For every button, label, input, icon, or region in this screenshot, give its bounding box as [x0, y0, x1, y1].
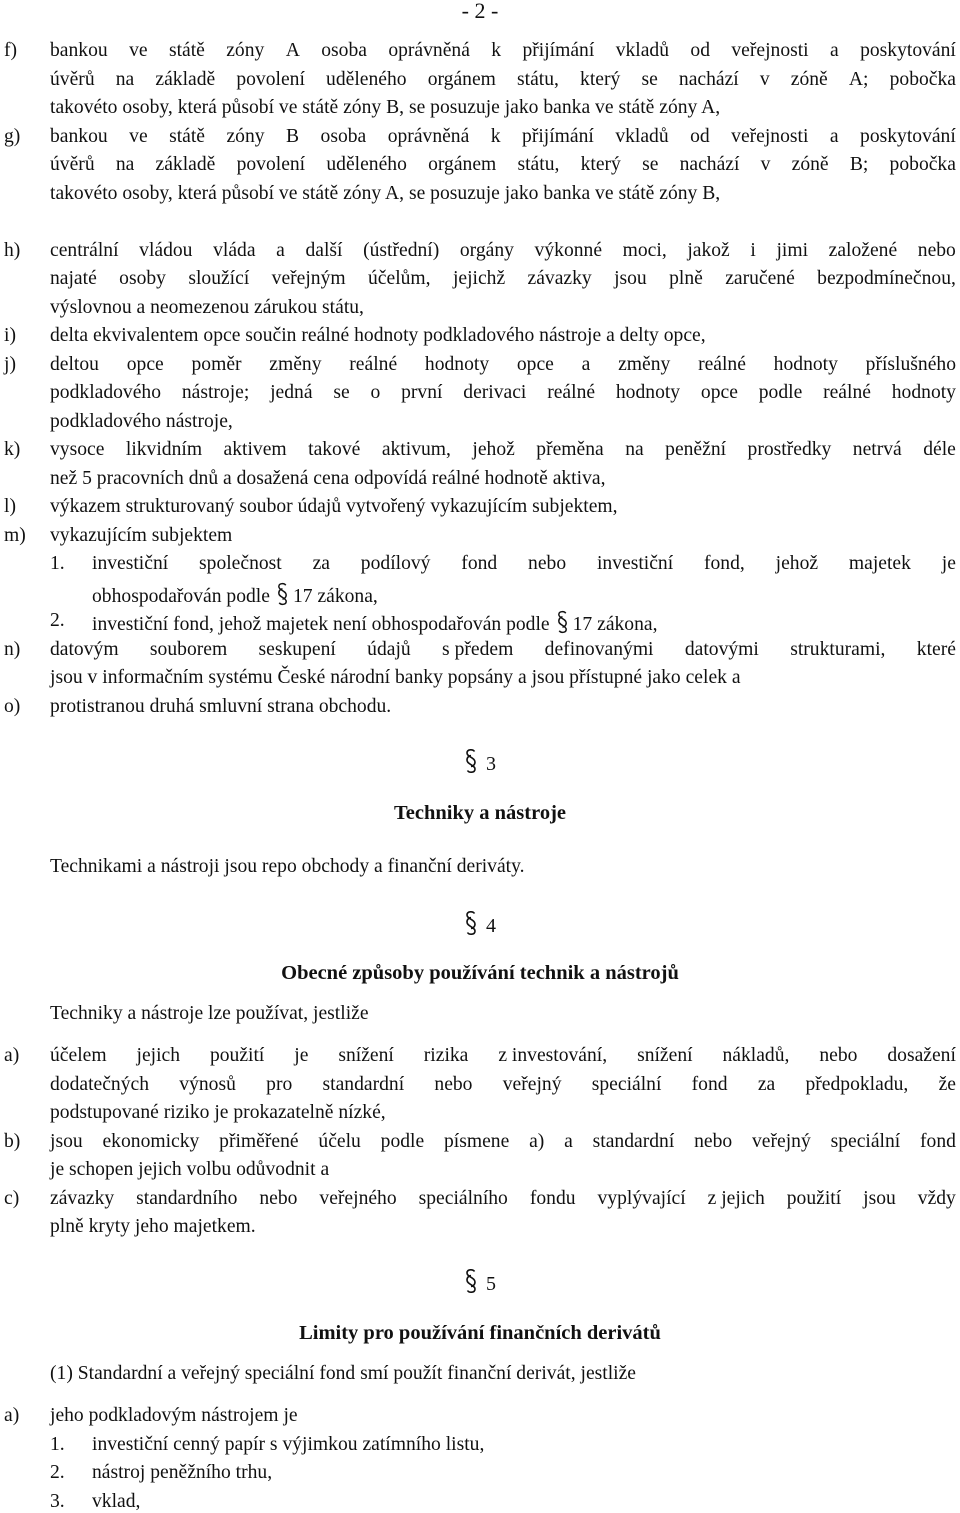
- word: seskupení: [258, 638, 336, 660]
- word: fond,: [703, 553, 745, 574]
- word: písmene: [443, 1130, 510, 1152]
- word: datovými: [684, 638, 759, 660]
- word: podkladového: [50, 382, 162, 404]
- text-line: jsou v informačním systému České národní banky popsány a jsou přístupné jako celek a: [50, 667, 741, 689]
- word: derivaci: [463, 382, 527, 404]
- word: za: [312, 553, 330, 574]
- word: osoby: [119, 268, 166, 290]
- word: předpokladu,: [805, 1073, 909, 1095]
- word: hodnoty: [773, 353, 838, 375]
- text-line: [50, 40, 956, 62]
- word: veřejnosti: [731, 125, 809, 147]
- text-line: [50, 354, 956, 376]
- word: podílový: [360, 553, 431, 574]
- item-label: n): [4, 638, 21, 660]
- word: úvěrů: [50, 154, 95, 176]
- word: speciální: [591, 1073, 662, 1095]
- word: standardní: [322, 1073, 405, 1095]
- sub-number: 2.: [50, 1462, 65, 1484]
- word: který: [580, 68, 621, 90]
- word: základě: [155, 68, 216, 90]
- word: se: [641, 68, 658, 90]
- section-number: [0, 1268, 960, 1296]
- word: státu,: [517, 154, 560, 176]
- word: dodatečných: [50, 1073, 150, 1095]
- word: státě: [169, 125, 205, 147]
- item-label: m): [4, 524, 26, 546]
- word: změny: [269, 353, 322, 375]
- word: orgánem: [428, 154, 497, 176]
- word: datovým: [50, 638, 119, 660]
- word: změny: [618, 353, 671, 375]
- sub-number: 1.: [50, 553, 65, 574]
- word: a: [829, 125, 839, 147]
- word: za: [757, 1073, 776, 1095]
- word: vyplývající: [597, 1187, 686, 1209]
- text-line: [50, 1074, 956, 1096]
- section-number: [0, 748, 960, 776]
- word: orgány: [459, 239, 514, 261]
- word: B: [286, 125, 300, 147]
- word: jejich: [136, 1045, 181, 1066]
- word: v: [759, 68, 770, 90]
- word: založené: [828, 239, 898, 261]
- text-line: podstupované riziko je prokazatelně nízké,: [50, 1102, 386, 1124]
- text-line: [50, 69, 956, 91]
- word: nebo: [694, 1130, 733, 1152]
- text-line: nástroj peněžního trhu,: [92, 1462, 273, 1484]
- word: reálné: [823, 382, 871, 404]
- word: že: [938, 1073, 956, 1095]
- item-label: b): [4, 1130, 21, 1152]
- word: a: [564, 1130, 573, 1152]
- text-line: [50, 639, 956, 661]
- word: o: [370, 382, 381, 404]
- item-label: i): [4, 325, 16, 346]
- text-line: [50, 1188, 956, 1210]
- word: speciálního: [418, 1187, 508, 1209]
- word: sloužící: [188, 268, 250, 290]
- word: a): [529, 1130, 545, 1152]
- word: nebo: [917, 239, 956, 261]
- word: zóně: [791, 154, 829, 176]
- word: s předem: [442, 638, 514, 660]
- text-line: je schopen jejich volbu odůvodnit a: [50, 1159, 330, 1181]
- word: nebo: [528, 553, 567, 574]
- item-label: a): [4, 1045, 20, 1066]
- word: podle: [758, 382, 803, 404]
- item-label: a): [4, 1405, 20, 1426]
- word: je: [941, 553, 956, 574]
- section-sign-icon: [276, 582, 289, 606]
- word: a: [830, 40, 839, 61]
- word: rizika: [423, 1045, 469, 1066]
- word: veřejným: [271, 268, 346, 290]
- paragraph: Technikami a nástroji jsou repo obchody a finanční deriváty.: [50, 856, 525, 877]
- word: deltou: [50, 353, 99, 375]
- text-line: podkladového nástroje,: [50, 410, 233, 432]
- word: jsou: [614, 268, 647, 290]
- word: jehož: [472, 439, 515, 460]
- word: i: [750, 239, 756, 261]
- word: standardního: [136, 1187, 238, 1209]
- text-line: [50, 382, 956, 404]
- word: poskytování: [860, 125, 956, 147]
- word: centrální: [50, 239, 119, 261]
- text-line: výslovnou a neomezenou zárukou státu,: [50, 296, 364, 318]
- word: netrvá: [852, 439, 902, 460]
- word: vždy: [917, 1187, 956, 1209]
- text-line: než 5 pracovních dnů a dosažená cena odpovídá reálné hodnotě aktiva,: [50, 467, 606, 489]
- word: strukturami,: [790, 638, 886, 660]
- word: na: [625, 439, 644, 460]
- text-fragment: investiční fond, jehož majetek není obhospodařován podle: [92, 614, 550, 635]
- word: reálné: [349, 353, 398, 375]
- text-line: takovéto osoby, která působí ve státě zóny B, se posuzuje jako banka ve státě zóny A,: [50, 97, 721, 119]
- word: najaté: [50, 268, 97, 290]
- word: opce: [516, 353, 554, 375]
- word: souborem: [149, 638, 228, 660]
- word: A;: [848, 68, 869, 90]
- text-line: [92, 610, 658, 636]
- word: (ústřední): [363, 239, 440, 261]
- sub-number: 3.: [50, 1490, 65, 1512]
- word: fond: [461, 553, 498, 574]
- word: povolení: [236, 68, 305, 90]
- word: účelům,: [368, 268, 431, 290]
- word: použití: [209, 1045, 265, 1066]
- word: jsou: [863, 1187, 896, 1209]
- word: snížení: [338, 1045, 394, 1066]
- word: investiční: [596, 553, 674, 574]
- word: příslušného: [865, 353, 956, 375]
- word: snížení: [637, 1045, 693, 1066]
- word: nákladů,: [722, 1045, 790, 1066]
- word: veřejný: [752, 1130, 811, 1152]
- word: k: [491, 40, 502, 61]
- text-line: protistranou druhá smluvní strana obchodu.: [50, 695, 392, 717]
- word: nebo: [434, 1073, 473, 1095]
- word: dosažení: [887, 1045, 956, 1066]
- word: nachází: [678, 68, 739, 90]
- text-fragment: obhospodařován podle: [92, 585, 270, 607]
- text-line: [92, 553, 956, 575]
- word: jehož: [775, 553, 819, 574]
- word: výkonné: [534, 239, 603, 261]
- item-label: c): [4, 1187, 20, 1209]
- word: jejichž: [452, 268, 506, 290]
- word: společnost: [199, 553, 282, 574]
- word: z jejich: [707, 1187, 765, 1209]
- word: prostředky: [747, 439, 832, 460]
- word: B;: [849, 154, 869, 176]
- item-label: h): [4, 239, 21, 261]
- word: který: [580, 154, 621, 176]
- word: aktivum,: [381, 439, 451, 460]
- word: plně: [669, 268, 703, 290]
- word: se: [333, 382, 350, 404]
- text-line: [92, 582, 378, 608]
- word: závazky: [527, 268, 592, 290]
- word: veřejný: [502, 1073, 562, 1095]
- word: které: [916, 638, 956, 660]
- text-line: výkazem strukturovaný soubor údajů vytvořený vykazujícím subjektem,: [50, 496, 618, 517]
- word: opce: [126, 353, 164, 375]
- word: bankou: [50, 40, 108, 61]
- word: a: [581, 353, 591, 375]
- word: nebo: [819, 1045, 858, 1066]
- text-line: jeho podkladovým nástrojem je: [50, 1405, 298, 1426]
- item-label: g): [4, 125, 21, 147]
- word: pro: [266, 1073, 293, 1095]
- word: reálné: [698, 353, 746, 375]
- word: z investování,: [498, 1045, 608, 1066]
- word: přeměna: [536, 439, 604, 460]
- section-heading: Techniky a nástroje: [394, 802, 566, 824]
- word: první: [401, 382, 443, 404]
- item-label: j): [4, 353, 16, 375]
- word: oprávněná: [388, 40, 470, 61]
- word: poskytování: [860, 40, 956, 61]
- word: další: [305, 239, 343, 261]
- word: a: [276, 239, 285, 261]
- word: státu,: [517, 68, 559, 90]
- word: na: [115, 154, 135, 176]
- word: od: [690, 40, 710, 61]
- text-line: delta ekvivalentem opce součin reálné hodnoty podkladového nástroje a delty opce,: [50, 325, 706, 346]
- word: přijímání: [522, 40, 595, 61]
- text-line: investiční cenný papír s výjimkou zatímního listu,: [92, 1433, 485, 1455]
- word: bankou: [50, 125, 108, 147]
- text-line: [50, 1045, 956, 1067]
- word: se: [642, 154, 659, 176]
- word: nástroje;: [181, 382, 250, 404]
- word: uděleného: [326, 68, 407, 90]
- item-label: l): [4, 496, 16, 517]
- text-line: [50, 1131, 956, 1153]
- word: takové: [308, 439, 361, 460]
- text-line: takovéto osoby, která působí ve státě zóny A, se posuzuje jako banka ve státě zóny B,: [50, 182, 721, 204]
- word: uděleného: [326, 154, 407, 176]
- section-sign-icon: [464, 748, 478, 774]
- word: podle: [380, 1130, 425, 1152]
- text-line: [50, 240, 956, 262]
- section-heading: Obecné způsoby používání technik a nástrojů: [281, 962, 679, 984]
- word: investiční: [92, 553, 169, 574]
- word: veřejného: [319, 1187, 397, 1209]
- text-line: vykazujícím subjektem: [50, 524, 233, 546]
- sub-number: 2.: [50, 610, 65, 631]
- word: přiměřené: [219, 1130, 299, 1152]
- word: poměr: [191, 353, 242, 375]
- word: ve: [129, 125, 148, 147]
- item-label: k): [4, 439, 21, 460]
- section-sign-icon: [464, 910, 478, 936]
- word: osoba: [321, 40, 367, 61]
- word: účelem: [50, 1045, 107, 1066]
- word: peněžní: [665, 439, 727, 460]
- word: fond: [920, 1130, 956, 1152]
- word: v: [760, 154, 771, 176]
- word: osoba: [320, 125, 367, 147]
- word: orgánem: [427, 68, 496, 90]
- word: vkladů: [615, 40, 670, 61]
- word: standardní: [592, 1130, 675, 1152]
- word: pobočka: [889, 68, 956, 90]
- word: od: [690, 125, 710, 147]
- word: zóny: [226, 40, 265, 61]
- section-sign-icon: [556, 610, 569, 634]
- word: ve: [129, 40, 148, 61]
- word: základě: [155, 154, 216, 176]
- word: je: [294, 1045, 309, 1066]
- paragraph: (1) Standardní a veřejný speciální fond smí použít finanční derivát, jestliže: [50, 1363, 636, 1384]
- word: aktivem: [223, 439, 287, 460]
- text-line: [50, 268, 956, 290]
- word: hodnoty: [615, 382, 681, 404]
- page-number: - 2 -: [461, 0, 499, 23]
- word: veřejnosti: [731, 40, 809, 61]
- word: speciální: [830, 1130, 901, 1152]
- word: vládou: [139, 239, 193, 261]
- word: státě: [168, 40, 205, 61]
- word: úvěrů: [50, 68, 95, 90]
- text-line: plně kryty jeho majetkem.: [50, 1216, 256, 1238]
- word: fond: [691, 1073, 728, 1095]
- word: likvidním: [125, 439, 203, 460]
- word: jsou: [50, 1130, 83, 1152]
- section-number-value: 3: [486, 753, 496, 775]
- word: vkladů: [615, 125, 669, 147]
- word: déle: [923, 439, 956, 460]
- word: majetek: [848, 553, 911, 574]
- section-number: [0, 910, 960, 938]
- word: ekonomicky: [102, 1130, 200, 1152]
- word: vysoce: [50, 439, 105, 460]
- word: bezpodmínečnou,: [817, 268, 956, 290]
- text-line: vklad,: [92, 1490, 141, 1512]
- word: oprávněná: [387, 125, 470, 147]
- word: jakož: [687, 239, 730, 261]
- word: povolení: [236, 154, 306, 176]
- word: jimi: [776, 239, 809, 261]
- word: nachází: [679, 154, 740, 176]
- item-label: f): [4, 40, 18, 61]
- word: přijímání: [522, 125, 594, 147]
- section-number-value: 4: [486, 915, 496, 937]
- word: definovanými: [544, 638, 654, 660]
- word: opce: [700, 382, 738, 404]
- word: údajů: [367, 638, 411, 660]
- word: výnosů: [179, 1073, 236, 1095]
- word: zóny: [226, 125, 265, 147]
- text-line: [50, 439, 956, 461]
- text-fragment: 17 zákona,: [292, 585, 378, 607]
- word: hodnoty: [424, 353, 490, 375]
- item-label: o): [4, 695, 21, 717]
- section-number-value: 5: [486, 1273, 496, 1295]
- word: fondu: [529, 1187, 576, 1209]
- word: závazky: [50, 1187, 115, 1209]
- word: hodnoty: [891, 382, 956, 404]
- word: zóně: [790, 68, 828, 90]
- text-fragment: 17 zákona,: [572, 614, 658, 635]
- paragraph: Techniky a nástroje lze používat, jestliže: [50, 1003, 369, 1024]
- word: vláda: [213, 239, 256, 261]
- word: k: [490, 125, 501, 147]
- word: reálné: [547, 382, 596, 404]
- section-sign-icon: [464, 1268, 478, 1294]
- word: jedná: [270, 382, 313, 404]
- sub-number: 1.: [50, 1433, 65, 1455]
- word: moci,: [622, 239, 667, 261]
- text-line: [50, 154, 956, 176]
- section-heading: Limity pro používání finančních derivátů: [299, 1322, 661, 1344]
- word: použití: [786, 1187, 842, 1209]
- word: účelu: [318, 1130, 361, 1152]
- word: pobočka: [889, 154, 956, 176]
- word: zaručené: [725, 268, 795, 290]
- word: nebo: [259, 1187, 298, 1209]
- text-line: [50, 126, 956, 148]
- word: na: [115, 68, 135, 90]
- word: A: [285, 40, 300, 61]
